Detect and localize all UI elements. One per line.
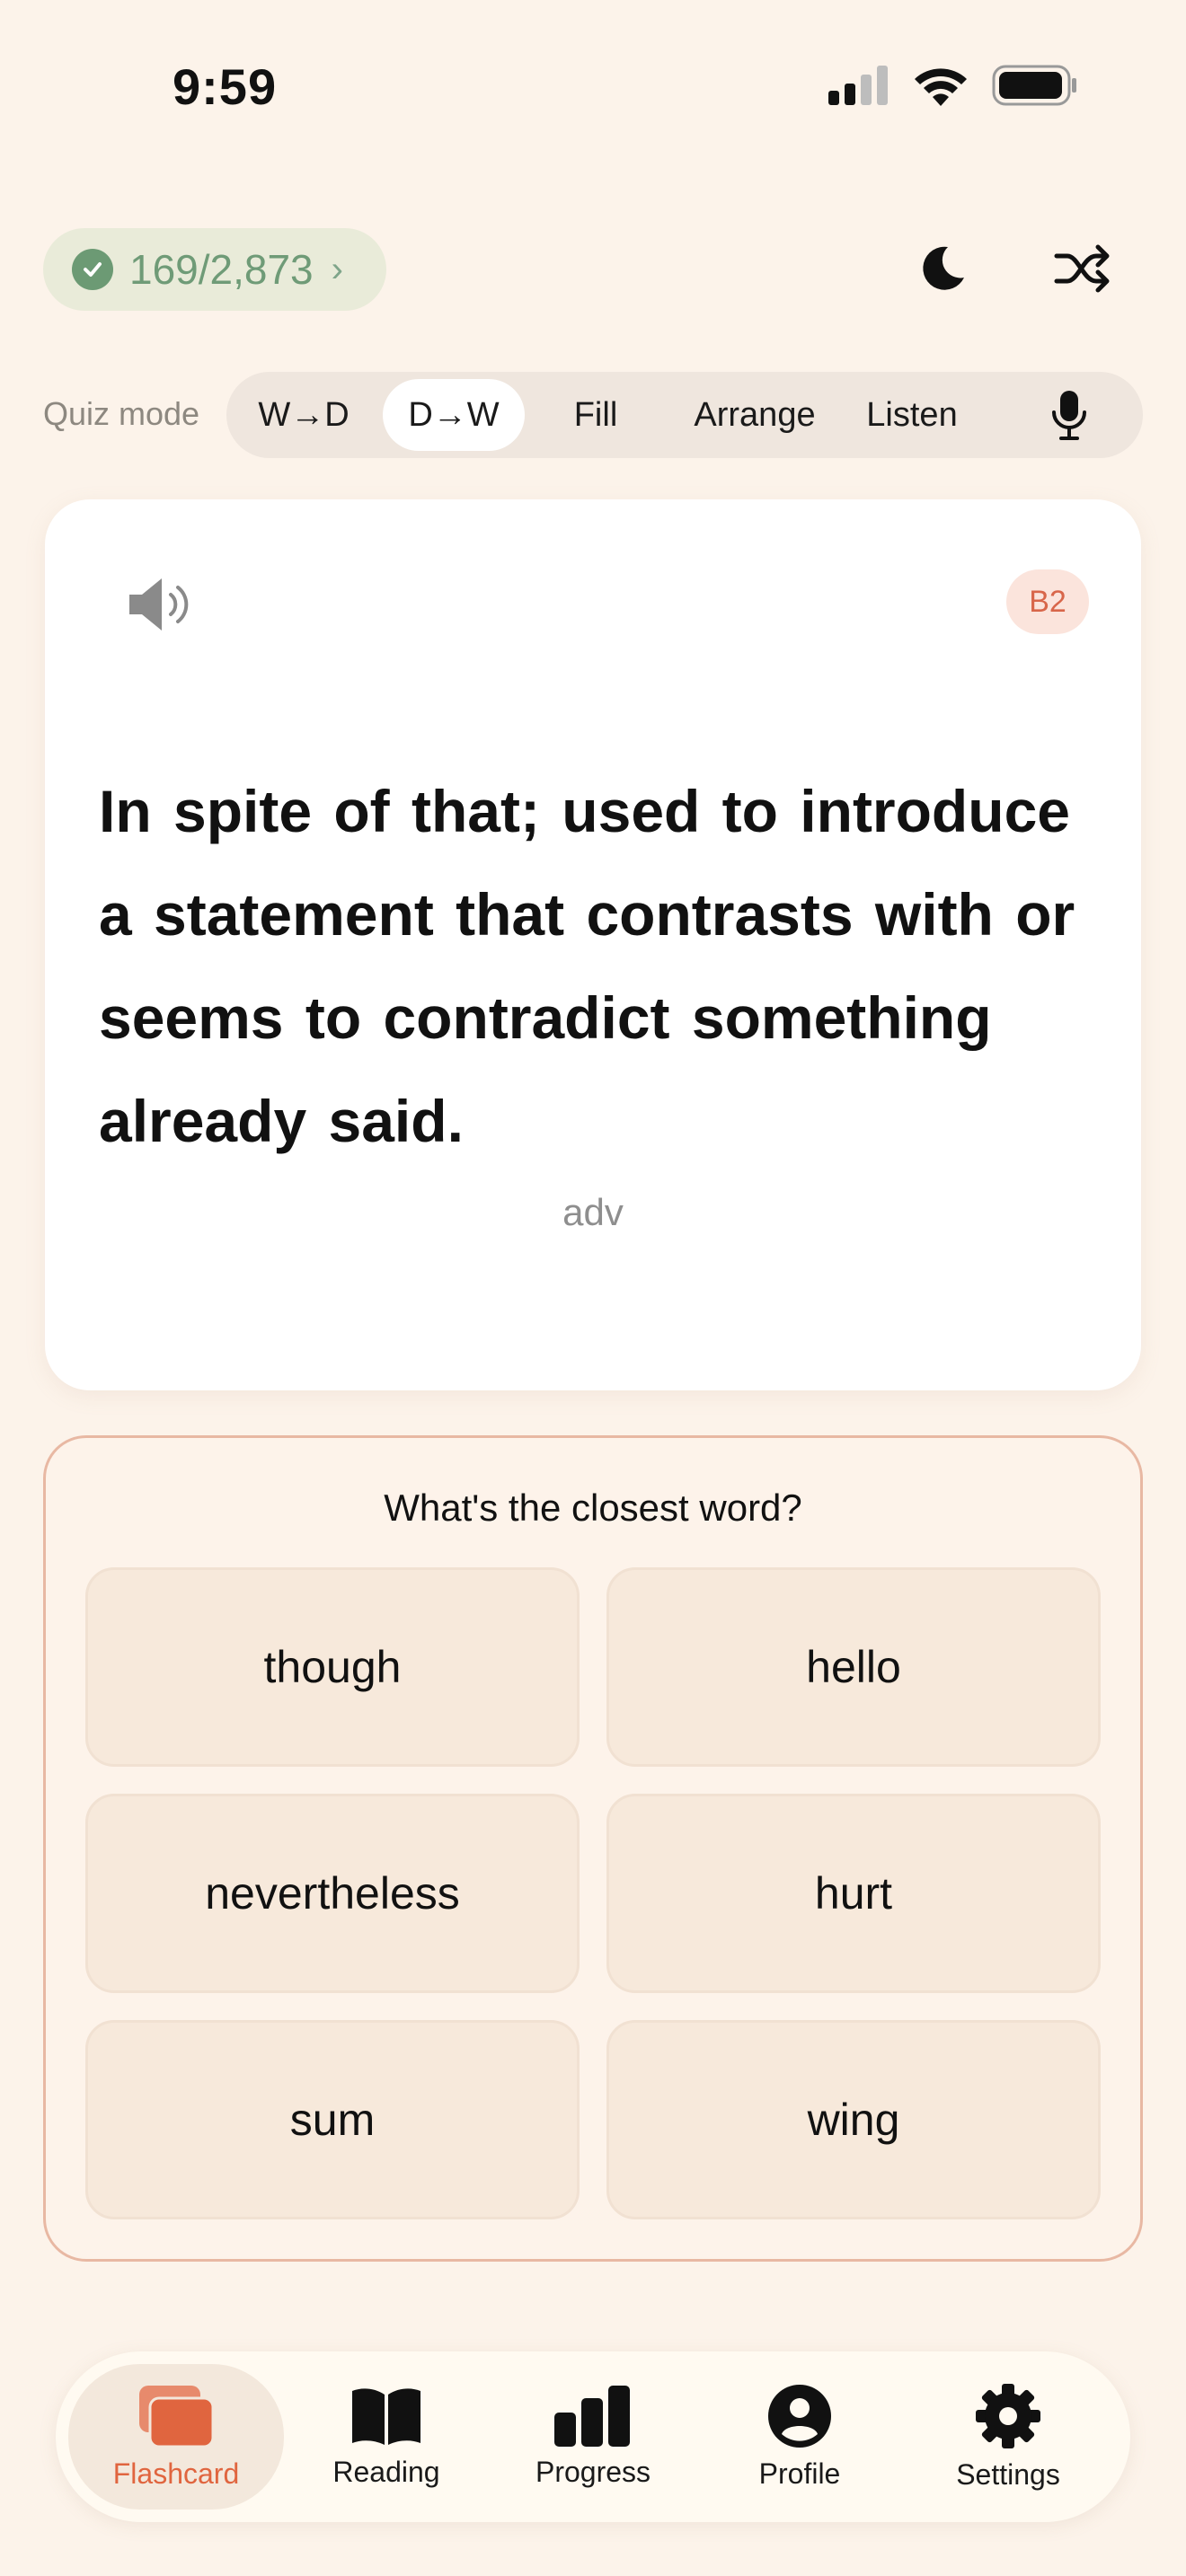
level-badge: B2 [1006,569,1089,634]
flashcard [45,499,1141,1390]
flashcard-icon [136,2384,217,2448]
tab-listen[interactable]: Listen [866,395,958,434]
tab-word-to-definition[interactable]: W→D [258,395,350,434]
battery-icon [992,65,1078,106]
answer-option[interactable]: sum [85,2020,580,2219]
cellular-signal-icon [828,66,890,105]
part-of-speech: adv [562,1191,624,1233]
progress-pill[interactable] [43,228,386,311]
tab-fill[interactable]: Fill [573,395,618,434]
book-icon [349,2386,424,2447]
bottom-tab-bar [56,2351,1130,2522]
dark-mode-button[interactable] [902,228,983,309]
tab-settings[interactable] [900,2364,1116,2510]
answer-panel [43,1435,1143,2262]
answer-option[interactable]: hello [606,1567,1101,1767]
quiz-mode-label: Quiz mode [43,395,200,432]
quiz-mode-selector [226,372,1143,458]
tab-flashcard[interactable] [68,2364,284,2510]
question-text: What's the closest word? [384,1486,802,1529]
shuffle-icon [1053,243,1112,294]
tab-label: Flashcard [112,2457,240,2490]
check-icon [72,249,113,290]
tab-label: Profile [758,2457,841,2490]
shuffle-button[interactable] [1042,228,1123,309]
tab-label: Progress [535,2455,651,2488]
chevron-right-icon: › [331,249,343,289]
gear-icon [975,2383,1041,2449]
tab-definition-to-word[interactable]: D→W [383,379,525,451]
tab-label: Settings [956,2457,1060,2491]
tab-reading[interactable] [279,2364,494,2510]
answer-option[interactable]: hurt [606,1794,1101,1993]
definition-text: In spite of that; used to introduce a statement that contrasts with or seems to contradict something already said. [99,778,1075,1154]
person-icon [767,2384,832,2448]
answer-option[interactable]: though [85,1567,580,1767]
microphone-button[interactable] [1033,379,1105,451]
tab-arrange[interactable]: Arrange [694,395,816,434]
answer-option[interactable]: wing [606,2020,1101,2219]
pronounce-button[interactable] [122,566,199,643]
bar-chart-icon [553,2386,633,2447]
progress-count: 169/2,873 [129,246,314,293]
wifi-icon [913,65,969,106]
tab-progress[interactable] [485,2364,701,2510]
tab-label: Reading [332,2455,440,2488]
status-bar [0,0,1186,171]
status-time: 9:59 [173,58,278,115]
microphone-icon [1051,389,1087,441]
answer-option[interactable]: nevertheless [85,1794,580,1993]
moon-icon [916,242,969,296]
speaker-icon [122,566,199,643]
tab-profile[interactable] [692,2364,907,2510]
status-icons [828,65,1078,106]
